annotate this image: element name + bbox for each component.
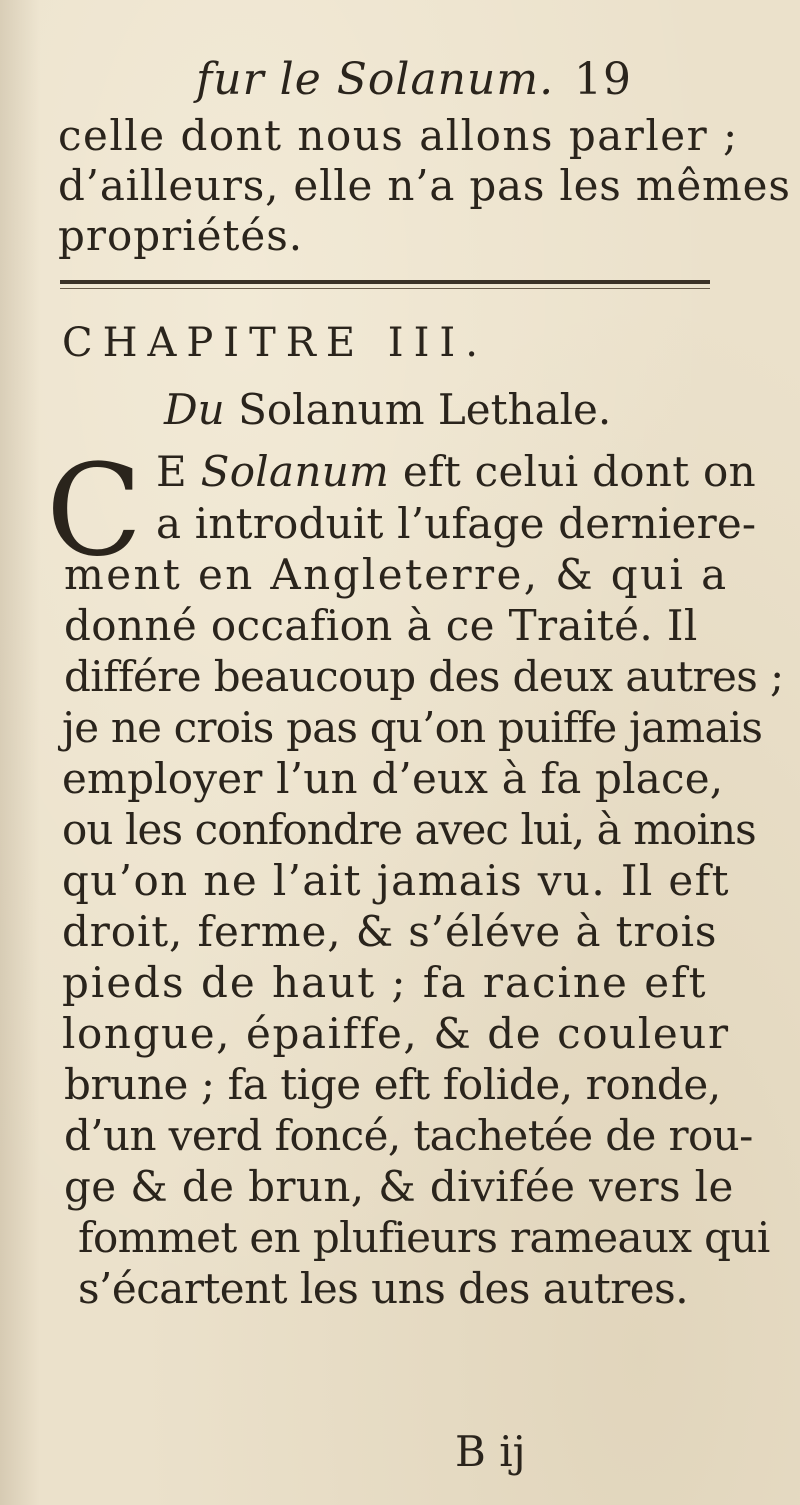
text-line: donné occafion à ce Traité. Il: [64, 601, 698, 650]
gutter-shadow: [0, 0, 40, 1505]
section-rule-thin: [60, 288, 710, 289]
text-line: propriétés.: [58, 211, 304, 260]
chapter-subtitle-prefix: Du: [164, 385, 225, 434]
text-line: ge & de brun, & divifée vers le: [64, 1162, 734, 1211]
text-line: employer l’un d’eux à fa place,: [62, 754, 724, 803]
text-line: s’écartent les uns des autres.: [78, 1264, 689, 1313]
text-line: longue, épaiffe, & de couleur: [62, 1009, 730, 1058]
section-rule: [60, 280, 710, 284]
catchword: B ij: [455, 1427, 526, 1476]
chapter-subtitle-rest: Solanum Lethale.: [238, 385, 612, 434]
paragraph-first-line: [156, 446, 756, 498]
text-line: a introduit l’ufage derniere-: [156, 499, 757, 548]
text-line: ment en Angleterre, & qui a: [64, 550, 729, 599]
text-line: pieds de haut ; fa racine eft: [62, 958, 708, 1007]
chapter-subtitle: [164, 384, 611, 436]
text-line: d’un verd foncé, tachetée de rou-: [64, 1111, 753, 1160]
running-head-title: fur le Solanum.: [196, 54, 555, 105]
first-line-rest: eft celui dont on: [389, 447, 756, 496]
page-number: 19: [574, 54, 632, 105]
text-line: fommet en plufieurs rameaux qui: [78, 1213, 770, 1262]
first-line-roman: E: [156, 447, 201, 496]
running-head: [196, 52, 636, 108]
text-line: brune ; fa tige eft folide, ronde,: [64, 1060, 721, 1109]
text-line: d’ailleurs, elle n’a pas les mêmes: [58, 161, 791, 210]
chapter-heading: CHAPITRE III.: [62, 320, 488, 366]
text-line: celle dont nous allons parler ;: [58, 111, 739, 160]
text-line: ou les confondre avec lui, à moins: [62, 805, 756, 854]
text-line: qu’on ne l’ait jamais vu. Il eft: [62, 856, 730, 905]
drop-cap: C: [46, 437, 143, 584]
text-line: différe beaucoup des deux autres ;: [64, 652, 784, 701]
first-line-italic: Solanum: [200, 447, 390, 496]
text-line: je ne crois pas qu’on puiffe jamais: [62, 703, 763, 752]
text-line: droit, ferme, & s’éléve à trois: [62, 907, 718, 956]
